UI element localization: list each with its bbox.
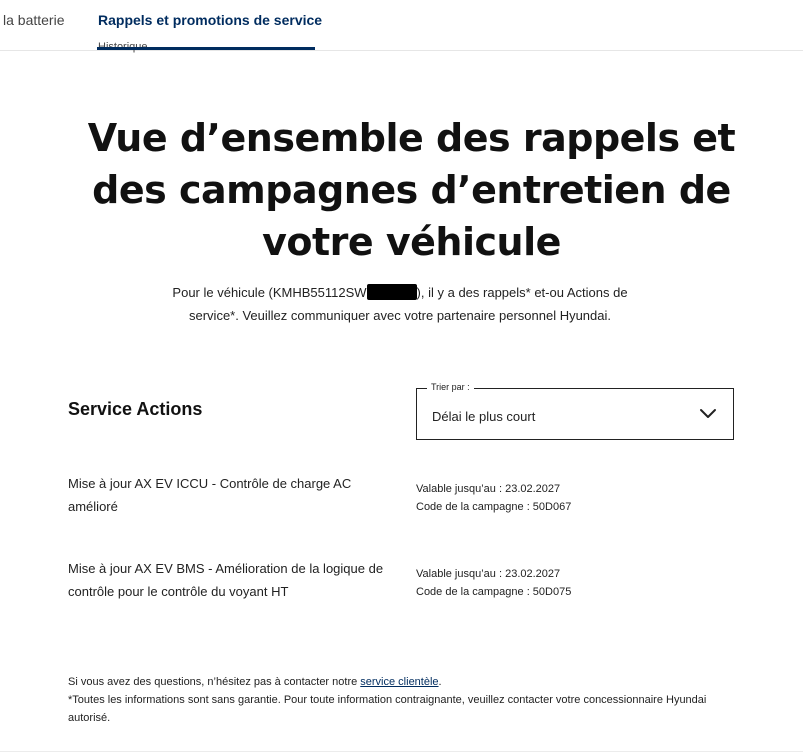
campaign-code-text: Code de la campagne : 50D067	[416, 501, 572, 513]
service-action-meta	[416, 480, 571, 516]
contact-suffix: .	[438, 676, 442, 688]
tab-recalls-promotions[interactable]: Rappels et promotions de service	[98, 12, 323, 28]
service-actions-heading: Service Actions	[68, 399, 203, 419]
service-action-name: Mise à jour AX EV BMS - Amélioration de la logique de contrôle pour le contrôle du voyant HT	[68, 561, 384, 599]
contact-prefix: Si vous avez des questions, n’hésitez pas à contacter notre	[68, 676, 361, 688]
valid-until-text: Valable jusqu’au : 23.02.2027	[416, 568, 561, 580]
page-title: Vue d’ensemble des rappels et des campagnes d’entretien de votre véhicule	[87, 116, 736, 264]
sort-selected-value: Délai le plus court	[432, 409, 536, 424]
chevron-down-icon	[699, 405, 717, 423]
vehicle-intro-text	[150, 281, 650, 327]
intro-suffix: ), il y a des rappels* et-ou Actions de service*. Veuillez communiquer avec votre partenaire personnel Hyundai.	[189, 285, 628, 323]
tab-bar	[0, 0, 803, 51]
customer-service-link[interactable]: service clientèle	[360, 676, 439, 688]
divider	[0, 751, 803, 752]
valid-until-text: Valable jusqu’au : 23.02.2027	[416, 483, 561, 495]
active-tab-indicator	[97, 47, 315, 50]
service-action-name: Mise à jour AX EV ICCU - Contrôle de charge AC amélioré	[68, 476, 352, 514]
campaign-code-text: Code de la campagne : 50D075	[416, 586, 572, 598]
footer-notes	[68, 673, 748, 727]
tab-battery[interactable]: la batterie	[3, 12, 65, 28]
service-action-meta	[416, 565, 571, 601]
sort-dropdown[interactable]	[416, 382, 734, 440]
redacted-vin-block	[367, 284, 417, 300]
disclaimer-text: *Toutes les informations sont sans garantie. Pour toute information contraignante, veuillez contacter votre concessionnaire Hyundai autorisé.	[68, 694, 707, 724]
intro-prefix: Pour le véhicule (KMHB55112SW	[172, 285, 367, 300]
sort-label: Trier par :	[427, 382, 474, 392]
contact-line	[68, 673, 748, 691]
